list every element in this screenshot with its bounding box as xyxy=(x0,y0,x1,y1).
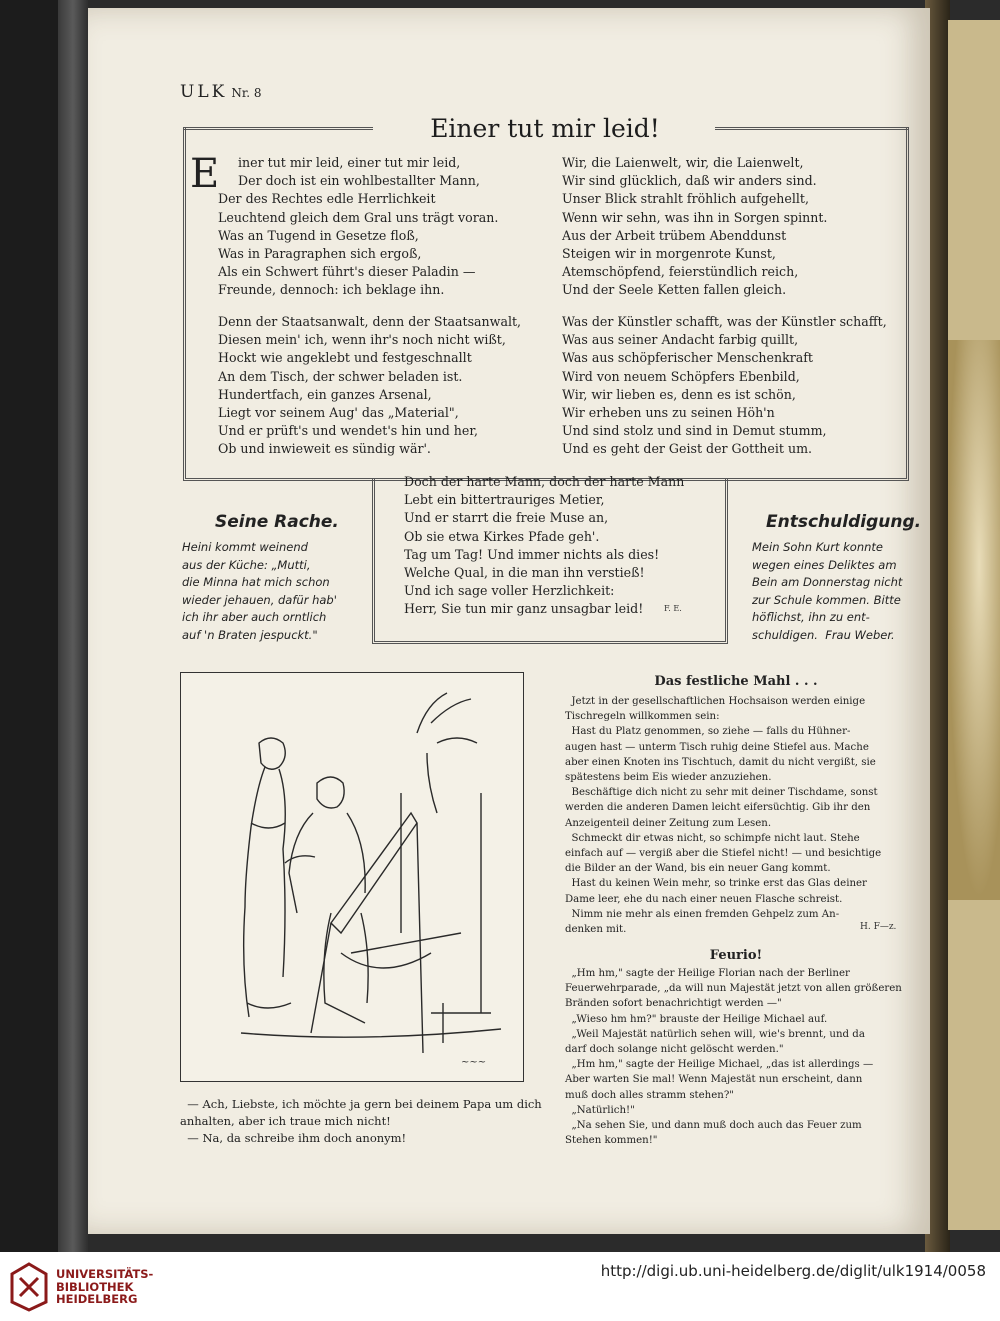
poem-left-stanza-1: iner tut mir leid, einer tut mir leid, Der doch ist ein wohlbestallter Mann, Der des Rechtes edle Herrlichkeit Leuchtend gleich dem Gral uns trägt voran. Was an Tugend in Gesetze floß, Was in Paragraphen sich ergoß, Als ein Schwert führt's dieser Paladin — Freunde, dennoch: ich beklage ihn. xyxy=(218,155,499,298)
article-2-body: „Hm hm," sagte der Heilige Florian nach der Berliner Feuerwehrparade, „da will nun Majestät jetzt von allen größeren Bränden sofort benachrichtigt werden —" „Wieso hm hm?" brauste der Heilige Michael auf. „Weil Majestät natürlich sehen will, wie's brennt, und da darf doch solange nicht gelöscht werden." „Hm hm," sagte der Heilige Michael, „das ist allerdings — Aber warten Sie mal! Wenn Majestät nun erscheint, dann muß doch alles stramm stehen?" „Natürlich!" „Na sehen Sie, und dann muß doch auch das Feuer zum Stehen kommen!" xyxy=(565,968,902,1147)
left-box-heading: Seine Rache. xyxy=(215,512,339,532)
library-logo-icon xyxy=(10,1262,48,1312)
right-box-text: Mein Sohn Kurt konnte wegen eines Deliktes am Bein am Donnerstag nicht zur Schule kommen. Bitte höflichst, ihn zu ent- schuldigen. Frau Weber. xyxy=(752,540,903,642)
article-1-signature: H. F—z. xyxy=(860,922,897,932)
library-name: UNIVERSITÄTS- BIBLIOTHEK HEIDELBERG xyxy=(56,1267,154,1306)
poem-dropcap: E xyxy=(190,151,220,197)
illustration-caption: — Ach, Liebste, ich möchte ja gern bei deinem Papa um dich anhalten, aber ich traue mich nicht! — Na, da schreibe ihm doch anonym! xyxy=(180,1097,542,1145)
article-2-heading: Feurio! xyxy=(709,948,763,963)
poem-title: Einer tut mir leid! xyxy=(430,114,660,143)
poem-center-stanza: Doch der harte Mann, doch der harte Mann Lebt ein bittertrauriges Metier, Und er starrt die freie Muse an, Ob sie etwa Kirkes Pfade geh'. Tag um Tag! Und immer nichts als dies! Welche Qual, in die man ihn verstieß! Und ich sage voller Herzlichkeit: Herr, Sie tun mir ganz unsagbar leid! xyxy=(404,474,685,617)
sketch-illustration xyxy=(180,672,524,1082)
source-url-link[interactable]: http://digi.ub.uni-heidelberg.de/diglit/ulk1914/0058 xyxy=(600,1262,986,1280)
artist-signature: ~~~ xyxy=(461,1057,487,1068)
facing-page-illustration xyxy=(948,340,1000,900)
binding-edge xyxy=(58,0,88,1252)
poem-signature: F. E. xyxy=(664,604,682,613)
issue-number: Nr. 8 xyxy=(231,86,262,100)
poem-left-stanza-2: Denn der Staatsanwalt, denn der Staatsanwalt, Diesen mein' ich, wenn ihr's noch nicht wißt, Hockt wie angeklebt und festgeschnallt An dem Tisch, der schwer beladen ist. Hundertfach, ein ganzes Arsenal, Liegt vor seinem Aug' das „Material", Und er prüft's und wendet's hin und her, Ob und inwieweit es sündig wär'. xyxy=(218,314,522,457)
right-box-heading: Entschuldigung. xyxy=(766,512,922,532)
book-binding xyxy=(0,0,58,1252)
facing-page xyxy=(948,20,1000,1230)
magazine-header xyxy=(180,82,262,102)
article-1-heading: Das festliche Mahl . . . xyxy=(654,674,818,689)
poem-right-stanza-1: Wir, die Laienwelt, wir, die Laienwelt, Wir sind glücklich, daß wir anders sind. Unser Blick strahlt fröhlich aufgehellt, Wenn wir sehn, was ihn in Sorgen spinnt. Aus der Arbeit trübem Abenddunst Steigen wir in morgenrote Kunst, Atemschöpfend, feierstündlich reich, Und der Seele Ketten fallen gleich. xyxy=(562,155,828,298)
poem-right-stanza-2: Was der Künstler schafft, was der Künstler schafft, Was aus seiner Andacht farbig quillt, Was aus schöpferischer Menschenkraft Wird von neuem Schöpfers Ebenbild, Wir, wir lieben es, denn es ist schön, Wir erheben uns zu seinen Höh'n Und sind stolz und sind in Demut stumm, Und es geht der Geist der Gottheit um. xyxy=(562,314,887,457)
magazine-title: ULK xyxy=(180,82,228,102)
couple-sketch xyxy=(181,673,523,1081)
article-1-body: Jetzt in der gesellschaftlichen Hochsaison werden einige Tischregeln willkommen sein: Hast du Platz genommen, so ziehe — falls du Hühner- augen hast — unterm Tisch ruhig deine Stiefel aus. Mache aber einen Knoten ins Tischtuch, damit du nicht vergißt, sie spätestens beim Eis wieder anzuziehen. Beschäftige dich nicht zu sehr mit deiner Tischdame, sonst werden die anderen Damen leicht eifersüchtig. Gib ihr den Anzeigenteil deiner Zeitung zum Lesen. Schmeckt dir etwas nicht, so schimpfe nicht laut. Stehe einfach auf — vergiß aber die Stiefel nicht! — und besichtige die Bilder an der Wand, bis ein neuer Gang kommt. Hast du keinen Wein mehr, so trinke erst das Glas deiner Dame leer, ehe du nach einer neuen Flasche schreist. Nimm nie mehr als einen fremden Gehpelz zum An- denken mit. xyxy=(565,696,882,936)
left-box-text: Heini kommt weinend aus der Küche: „Mutti, die Minna hat mich schon wieder jehauen, dafür hab' ich ihr aber auch orntlich auf 'n Braten jespuckt." xyxy=(182,540,337,642)
